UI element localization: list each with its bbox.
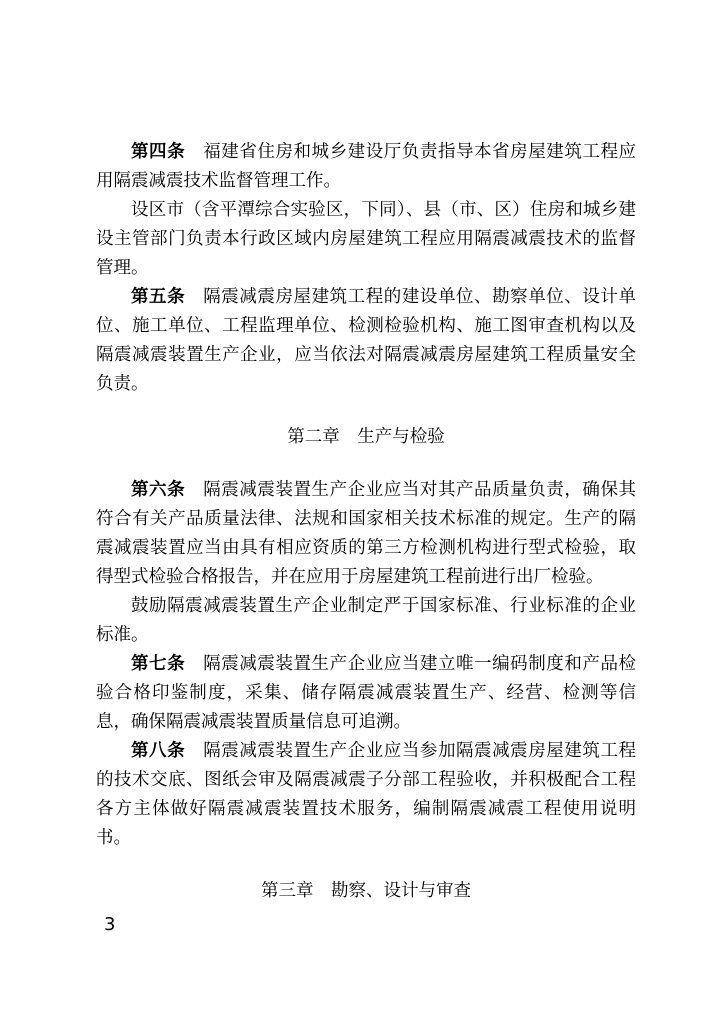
chapter-3-title: 勘察、设计与审查	[331, 881, 471, 901]
chapter-2-heading	[96, 423, 636, 452]
chapter-2-number: 第二章	[287, 427, 340, 447]
chapter-3-number: 第三章	[261, 881, 314, 901]
article-5-title: 第五条	[131, 287, 186, 307]
document-body	[96, 138, 636, 906]
article-6-title: 第六条	[131, 480, 186, 500]
article-8	[96, 737, 636, 853]
article-4-title: 第四条	[131, 142, 186, 162]
article-4-text: 福建省住房和城乡建设厅负责指导本省房屋建筑工程应用隔震减震技术监督管理工作。	[96, 142, 637, 191]
article-4-paragraph-2: 设区市（含平潭综合实验区，下同）、县（市、区）住房和城乡建设主管部门负责本行政区域内房屋建筑工程应用隔震减震技术的监督管理。	[96, 200, 636, 278]
article-7-text: 隔震减震装置生产企业应当建立唯一编码制度和产品检验合格印鉴制度，采集、储存隔震减震装置生产、经营、检测等信息，确保隔震减震装置质量信息可追溯。	[96, 654, 637, 732]
article-6	[96, 476, 636, 592]
article-5	[96, 283, 636, 399]
article-6-paragraph-2: 鼓励隔震减震装置生产企业制定严于国家标准、行业标准的企业标准。	[96, 596, 636, 645]
article-4	[96, 138, 636, 196]
article-7-title: 第七条	[131, 654, 186, 674]
article-5-text: 隔震减震房屋建筑工程的建设单位、勘察单位、设计单位、施工单位、工程监理单位、检测检验机构、施工图审查机构以及隔震减震装置生产企业，应当依法对隔震减震房屋建筑工程质量安全负责。	[96, 287, 637, 394]
chapter-3-heading	[96, 877, 636, 906]
article-6-text: 隔震减震装置生产企业应当对其产品质量负责，确保其符合有关产品质量法律、法规和国家相关技术标准的规定。生产的隔震减震装置应当由具有相应资质的第三方检测机构进行型式检验，取得型式检验合格报告，并在应用于房屋建筑工程前进行出厂检验。	[96, 480, 637, 587]
page-number: 3	[104, 914, 116, 935]
article-7	[96, 650, 636, 737]
article-8-title: 第八条	[131, 741, 186, 761]
chapter-2-title: 生产与检验	[357, 427, 445, 447]
article-8-text: 隔震减震装置生产企业应当参加隔震减震房屋建筑工程的技术交底、图纸会审及隔震减震子分部工程验收，并积极配合工程各方主体做好隔震减震装置技术服务，编制隔震减震工程使用说明书。	[96, 741, 637, 848]
